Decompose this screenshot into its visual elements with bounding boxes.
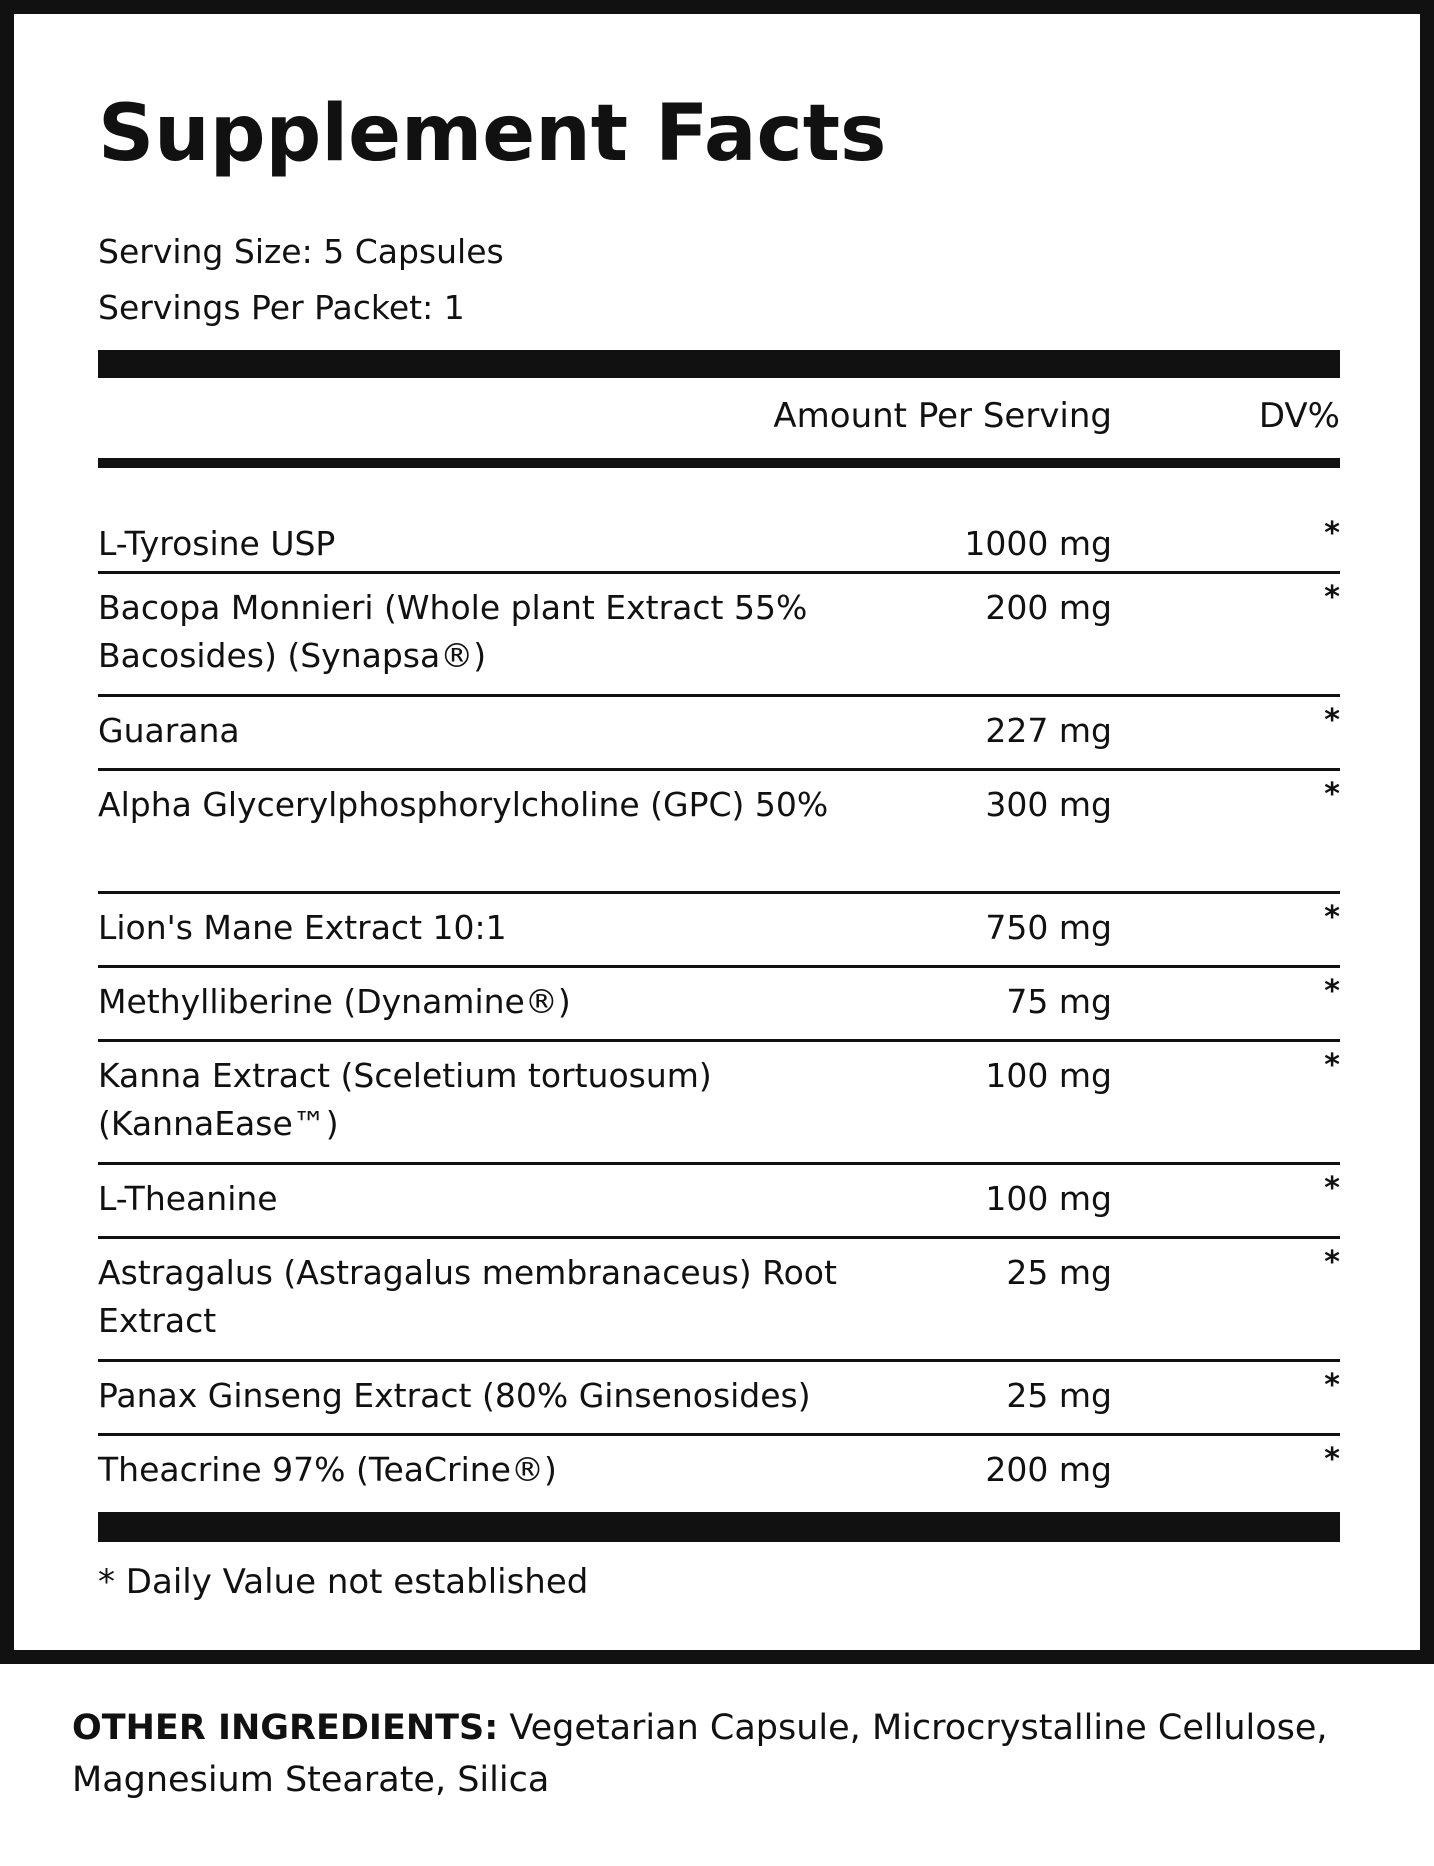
ingredient-row [98,1165,1340,1239]
ingredient-amount: 75 mg [1006,982,1112,1021]
ingredient-dv: * [1324,1245,1340,1280]
ingredient-name: Lion's Mane Extract 10:1 [98,908,507,947]
ingredient-amount: 25 mg [1006,1253,1112,1292]
ingredient-dv: * [1324,974,1340,1009]
ingredient-dv: * [1324,1048,1340,1083]
ingredient-amount: 25 mg [1006,1376,1112,1415]
amount-per-serving-header: Amount Per Serving [773,396,1112,436]
ingredient-row [98,574,1340,697]
other-ingredients-label: OTHER INGREDIENTS: [72,1708,499,1748]
ingredient-amount: 200 mg [985,1450,1112,1489]
ingredient-row [98,1042,1340,1165]
ingredient-dv: * [1324,900,1340,935]
ingredient-row [98,771,1340,894]
ingredients-table [98,510,1340,1510]
ingredient-dv: * [1324,1171,1340,1206]
ingredient-row [98,1362,1340,1436]
ingredient-amount: 200 mg [985,588,1112,627]
daily-value-footnote: * Daily Value not established [98,1562,589,1602]
ingredient-name: L-Theanine [98,1179,278,1218]
ingredient-row [98,510,1340,574]
ingredient-dv: * [1324,516,1340,551]
servings-per-packet: Servings Per Packet: 1 [98,288,465,327]
panel-title: Supplement Facts [98,89,887,179]
ingredient-row [98,1436,1340,1510]
ingredient-row [98,894,1340,968]
ingredient-dv: * [1324,1442,1340,1477]
ingredient-dv: * [1324,1368,1340,1403]
ingredient-amount: 750 mg [985,908,1112,947]
ingredient-name: Methylliberine (Dynamine®) [98,982,571,1021]
ingredient-amount: 227 mg [985,711,1112,750]
ingredient-amount: 1000 mg [964,524,1112,563]
ingredient-name: Guarana [98,711,240,750]
ingredient-amount: 100 mg [985,1179,1112,1218]
ingredient-amount: 100 mg [985,1056,1112,1095]
other-ingredients [72,1702,1392,1806]
ingredient-row [98,697,1340,771]
ingredient-name: Kanna Extract (Sceletium tortuosum) (KannaEase™) [98,1056,712,1143]
ingredient-dv: * [1324,580,1340,615]
thick-divider-bottom [98,1512,1340,1542]
other-ingredients-text: Vegetarian Capsule, Microcrystalline Cellulose, Magnesium Stearate, Silica [72,1708,1328,1800]
ingredient-name: Astragalus (Astragalus membranaceus) Root Extract [98,1253,837,1340]
ingredient-name: Theacrine 97% (TeaCrine®) [98,1450,557,1489]
ingredient-amount: 300 mg [985,785,1112,824]
ingredient-dv: * [1324,777,1340,812]
ingredient-name: Panax Ginseng Extract (80% Ginsenosides) [98,1376,811,1415]
serving-size: Serving Size: 5 Capsules [98,232,504,271]
ingredient-row [98,968,1340,1042]
dv-header: DV% [1258,396,1340,436]
ingredient-dv: * [1324,703,1340,738]
ingredient-row [98,1239,1340,1362]
ingredient-name: Alpha Glycerylphosphorylcholine (GPC) 50% [98,785,829,824]
medium-divider [98,458,1340,468]
ingredient-name: Bacopa Monnieri (Whole plant Extract 55% Bacosides) (Synapsa®) [98,588,808,675]
ingredient-name: L-Tyrosine USP [98,524,336,563]
thick-divider-top [98,350,1340,378]
